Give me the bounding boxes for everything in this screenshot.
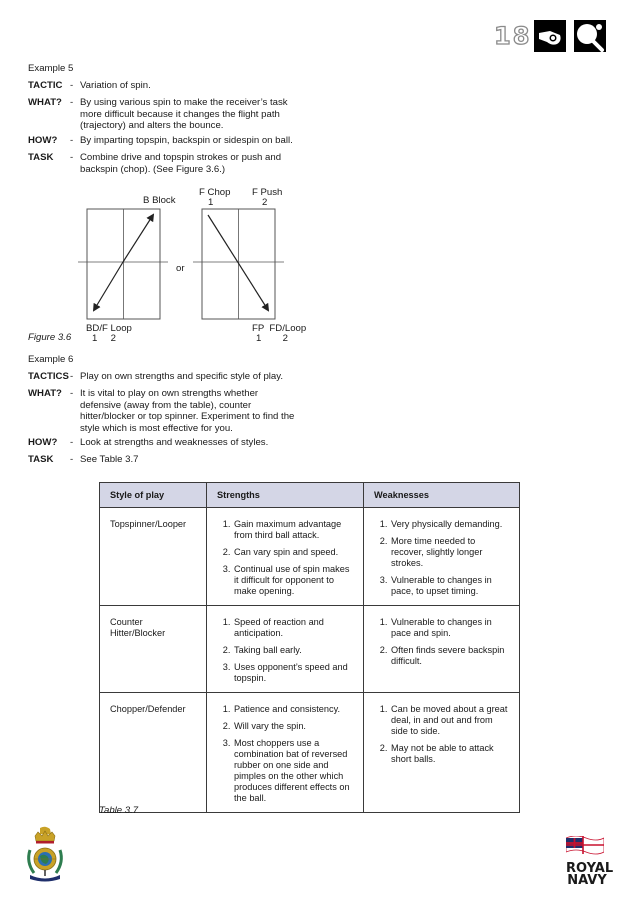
table-header-row: [100, 483, 520, 508]
list-item: 3. Most choppers use a combination bat of reversed rubber on one side and pimples on the other which produces different effects on the ball.: [233, 738, 353, 804]
weaknesses-cell: [364, 508, 520, 606]
strengths-cell: [207, 508, 364, 606]
ex5-tactic-text: Variation of spin.: [80, 80, 151, 91]
ex6-how-label: HOW?: [28, 437, 58, 448]
fig-left-bottom-nums: 1 2: [92, 333, 116, 344]
list-item: 2. May not be able to attack short balls.: [390, 743, 509, 765]
weaknesses-cell: [364, 693, 520, 813]
example5-heading: Example 5: [28, 63, 74, 74]
ex5-task-text: Combine drive and topspin strokes or push and backspin (chop). (See Figure 3.6.): [80, 152, 282, 175]
fig-right-top-left-num: 1: [208, 197, 214, 208]
styles-table: [99, 482, 520, 813]
ex5-task-label: TASK: [28, 152, 54, 163]
royal-marines-crest: [24, 826, 66, 889]
fig-right-bottom-label: FP FD/Loop: [252, 323, 307, 334]
ex6-task-label: TASK: [28, 454, 54, 465]
table-caption: Table 3.7: [99, 805, 139, 816]
header-style: Style of play: [100, 483, 207, 508]
ex5-tactic-dash: -: [70, 80, 74, 91]
fig-right-top-right-num: 2: [262, 197, 268, 208]
ex6-task-dash: -: [70, 454, 74, 465]
ex6-tactics-dash: -: [70, 371, 74, 382]
royal-navy-logo: [566, 836, 614, 888]
list-item: 3. Continual use of spin makes it difficult for opponent to make opening.: [233, 564, 353, 597]
fig-right-top-left-label: F Chop: [199, 187, 231, 198]
weaknesses-cell: [364, 606, 520, 693]
list-item: 2. Will vary the spin.: [233, 721, 353, 732]
page-number: 18: [494, 22, 532, 50]
ex5-how-text: By imparting topspin, backspin or sidespin on ball.: [80, 135, 293, 146]
ex5-how-label: HOW?: [28, 135, 58, 146]
navy-text: NAVY: [567, 873, 607, 888]
header-strengths: Strengths: [207, 483, 364, 508]
fig-or-text: or: [176, 263, 185, 274]
ex5-what-label: WHAT?: [28, 97, 62, 108]
table-row: [100, 693, 520, 813]
list-item: 1. Speed of reaction and anticipation.: [233, 617, 353, 639]
fig-right-bottom-nums: 1 2: [256, 333, 288, 344]
list-item: 1. Vulnerable to changes in pace and spin.: [390, 617, 509, 639]
ex6-what-text: It is vital to play on own strengths whether defensive (away from the table), counter hitter/blocker or top spinner. Experiment to find the style which is most effective for you.: [80, 388, 295, 434]
ex6-tactics-label: TACTICS: [28, 371, 69, 382]
list-item: 1. Patience and consistency.: [233, 704, 353, 715]
fig-left-top-label: B Block: [143, 195, 176, 206]
list-item: 2. Can vary spin and speed.: [233, 547, 353, 558]
header-weaknesses: Weaknesses: [364, 483, 520, 508]
ex5-what-text: By using various spin to make the receiver’s task more difficult because it changes the flight path (trajectory) and alters the bounce.: [80, 97, 288, 131]
right-arrow-line: [208, 215, 268, 310]
style-cell: Topspinner/Looper: [100, 508, 207, 606]
left-arrow-down: [94, 262, 123, 310]
left-arrow-up: [123, 215, 153, 262]
ex6-what-label: WHAT?: [28, 388, 62, 399]
figure-diagram: [0, 0, 638, 360]
ex5-task-dash: -: [70, 152, 74, 163]
ex6-how-dash: -: [70, 437, 74, 448]
table-row: [100, 606, 520, 693]
ex6-tactics-text: Play on own strengths and specific style of play.: [80, 371, 283, 382]
ex5-how-dash: -: [70, 135, 74, 146]
list-item: 1. Gain maximum advantage from third ball attack.: [233, 519, 353, 541]
list-item: 3. Vulnerable to changes in pace, to upset timing.: [390, 575, 509, 597]
list-item: 3. Uses opponent’s speed and topspin.: [233, 662, 353, 684]
ex5-what-dash: -: [70, 97, 74, 108]
list-item: 2. Taking ball early.: [233, 645, 353, 656]
royal-text: ROYAL: [566, 861, 614, 876]
fig-left-bottom-label: BD/F Loop: [86, 323, 132, 334]
ex6-what-dash: -: [70, 388, 74, 399]
list-item: 2. Often finds severe backspin difficult.: [390, 645, 509, 667]
list-item: 1. Very physically demanding.: [390, 519, 509, 530]
list-item: 1. Can be moved about a great deal, in and out and from side to side.: [390, 704, 509, 737]
style-cell: Chopper/Defender: [100, 693, 207, 813]
style-cell: Counter Hitter/Blocker: [100, 606, 207, 693]
strengths-cell: [207, 693, 364, 813]
strengths-cell: [207, 606, 364, 693]
figure-caption: Figure 3.6: [28, 332, 72, 343]
fig-right-top-right-label: F Push: [252, 187, 283, 198]
example6-heading: Example 6: [28, 354, 74, 365]
table-row: [100, 508, 520, 606]
ex6-how-text: Look at strengths and weaknesses of styles.: [80, 437, 269, 448]
list-item: 2. More time needed to recover, slightly longer strokes.: [390, 536, 509, 569]
ex5-tactic-label: TACTIC: [28, 80, 63, 91]
ex6-task-text: See Table 3.7: [80, 454, 139, 465]
ensign-flag-icon: [566, 836, 604, 856]
